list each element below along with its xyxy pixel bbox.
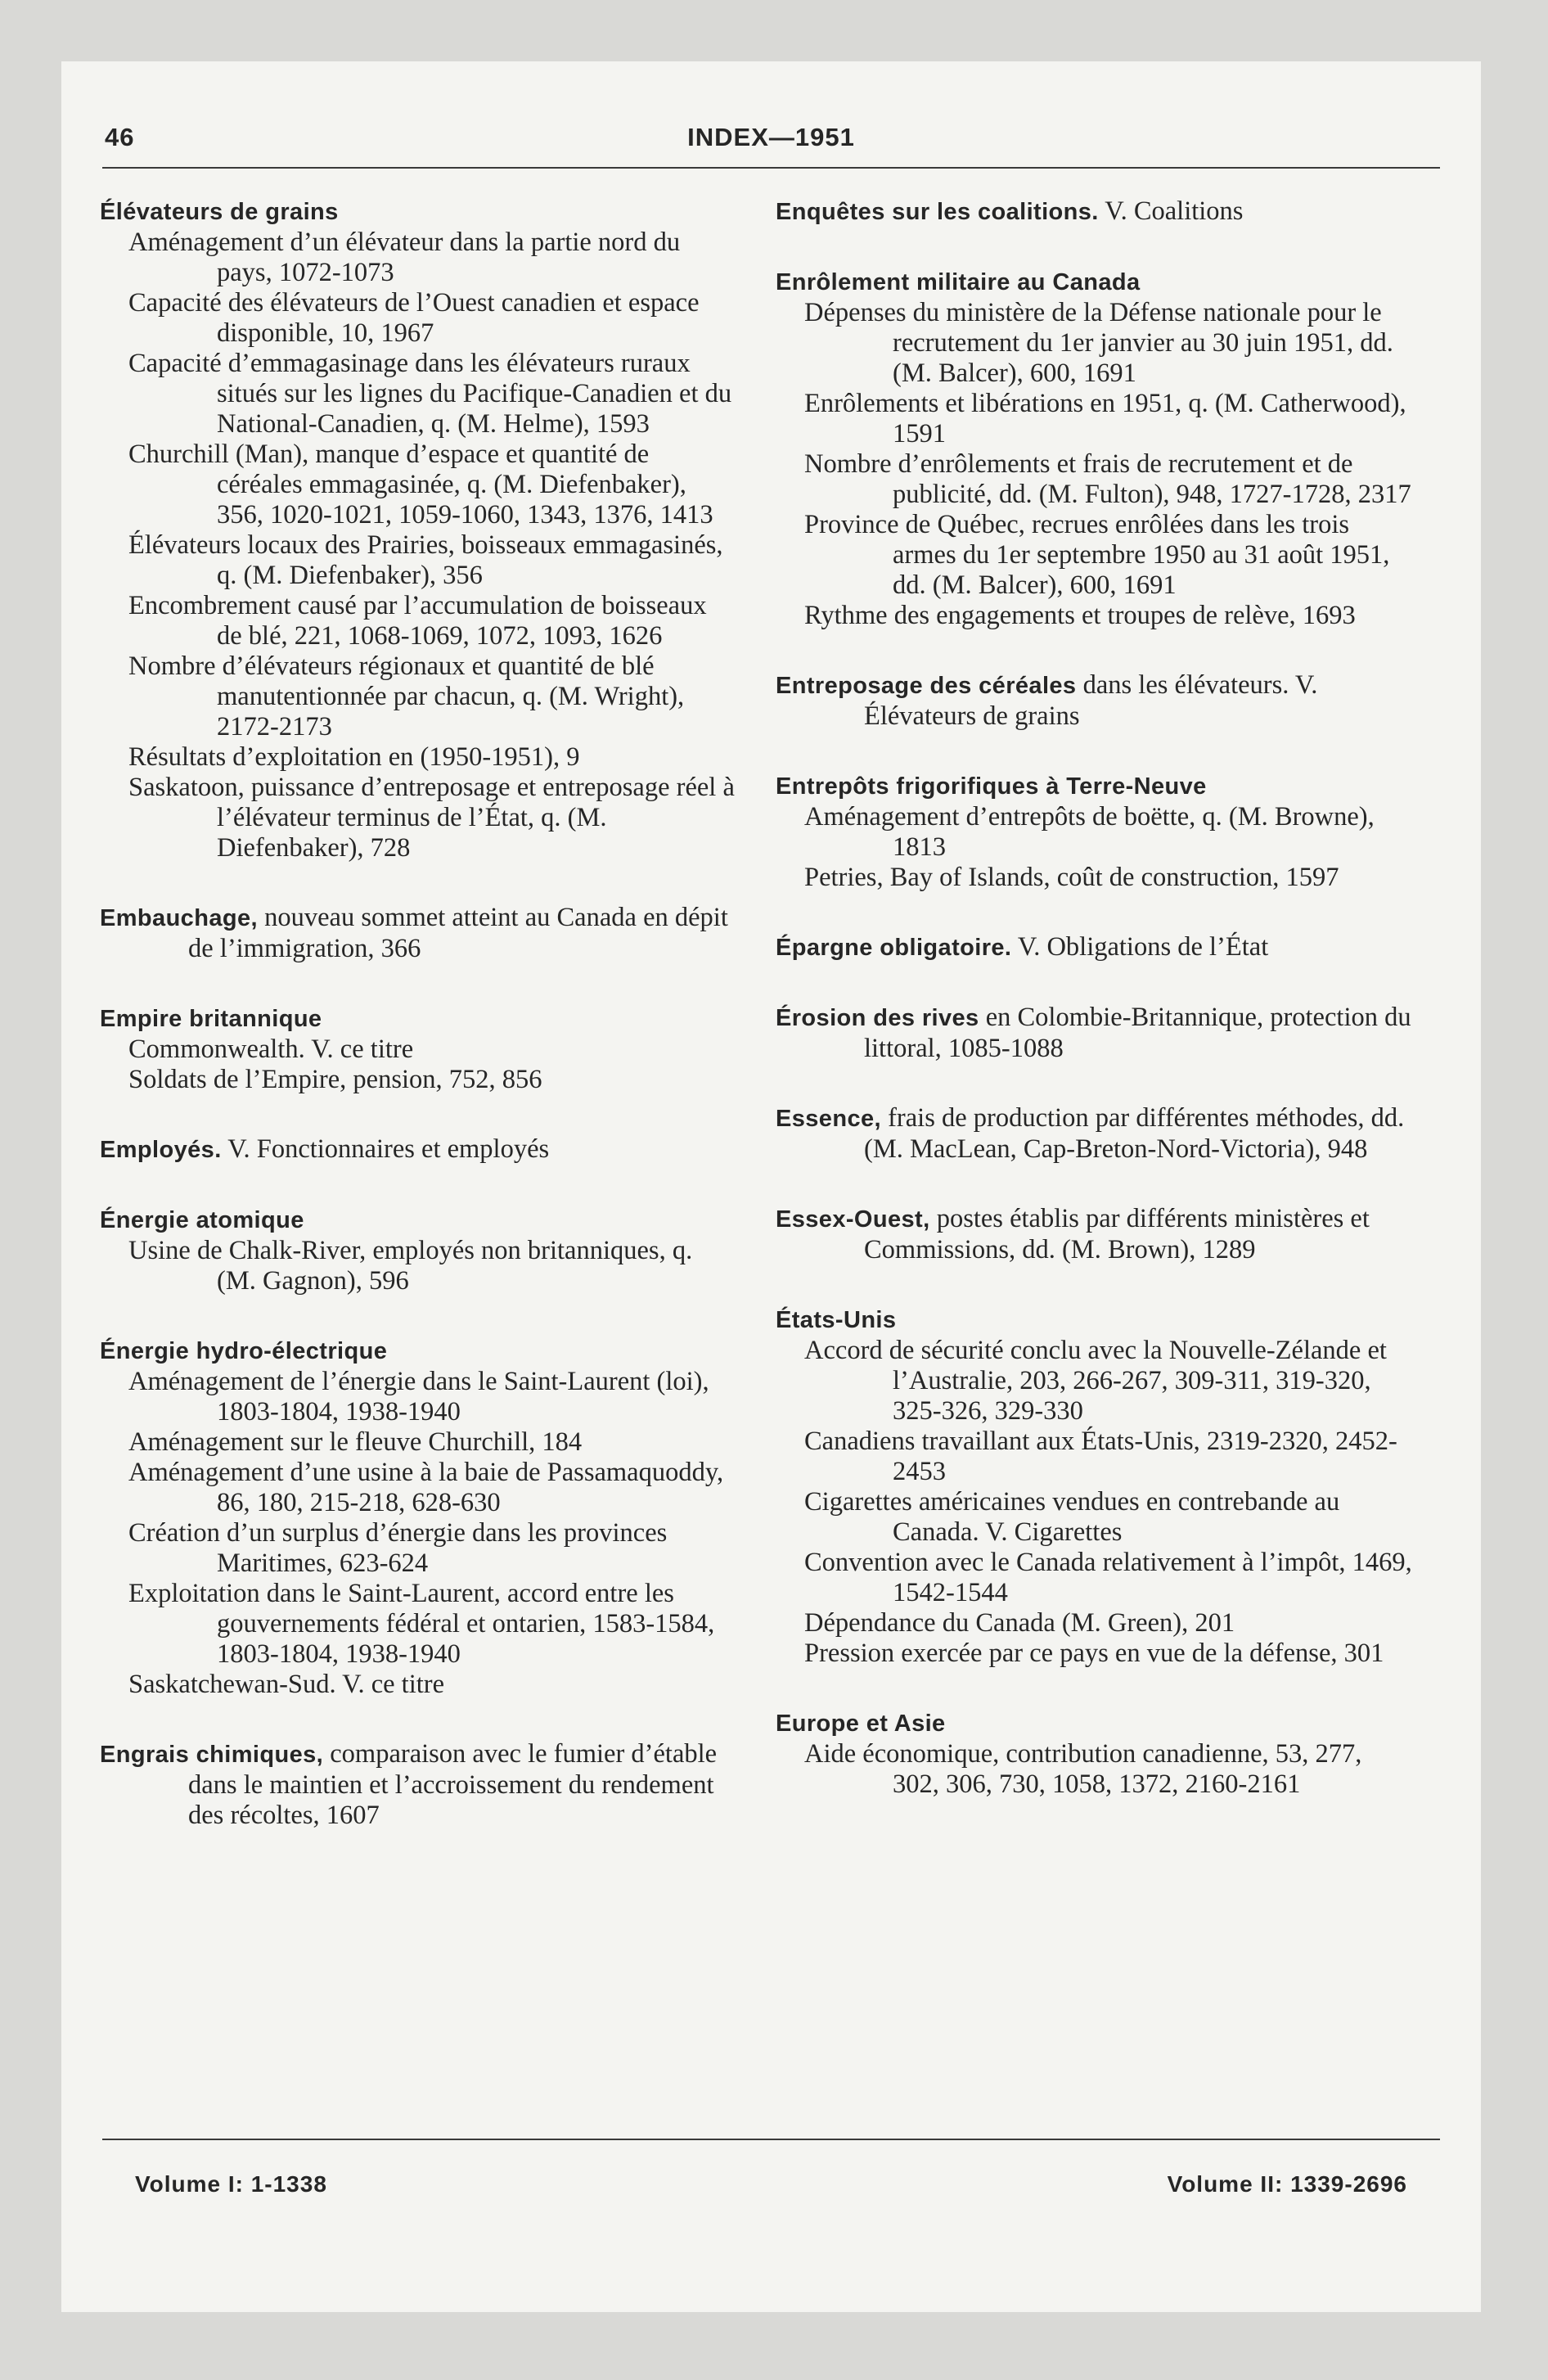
entry-subitem: Commonwealth. V. ce titre <box>128 1034 414 1064</box>
entry-subitem: Canadiens travaillant aux États-Unis, 2319-2320, 2452-2453 <box>804 1427 1397 1486</box>
entry-subitem: Churchill (Man), manque d’espace et quantité de céréales emmagasinée, q. (M. Diefenbaker), 356, 1020-1021, 1059-1060, 1343, 1376, 1413 <box>128 439 713 530</box>
entry-heading-line <box>100 1134 738 1165</box>
index-entry <box>776 1103 1414 1165</box>
entry-heading: Entrepôts frigorifiques à Terre-Neuve <box>776 773 1207 800</box>
entry-subitem: Encombrement causé par l’accumulation de boisseaux de blé, 221, 1068-1069, 1072, 1093, 1626 <box>128 591 707 651</box>
entry-subitem: Aménagement de l’énergie dans le Saint-Laurent (loi), 1803-1804, 1938-1940 <box>128 1367 709 1427</box>
entry-heading-text: en Colombie-Britannique, protection du littoral, 1085-1088 <box>864 1003 1411 1063</box>
entry-heading: Enquêtes sur les coalitions. <box>776 199 1099 225</box>
document-page <box>61 61 1481 2312</box>
entry-heading-line <box>776 670 1414 732</box>
index-entry <box>100 196 738 863</box>
entry-heading: États-Unis <box>776 1307 897 1333</box>
index-column-left <box>100 196 738 1870</box>
index-entry <box>100 1336 738 1700</box>
entry-subitem: Aménagement d’une usine à la baie de Passamaquoddy, 86, 180, 215-218, 628-630 <box>128 1458 724 1517</box>
entry-subitem: Usine de Chalk-River, employés non britanniques, q. (M. Gagnon), 596 <box>128 1236 693 1296</box>
entry-subitem: Dépendance du Canada (M. Green), 201 <box>804 1608 1235 1638</box>
entry-heading-line <box>100 903 738 964</box>
index-entry <box>776 267 1414 631</box>
index-entry <box>100 1134 738 1165</box>
index-column-right <box>776 196 1414 1839</box>
index-entry <box>776 1708 1414 1800</box>
footer-volume-1: Volume I: 1-1338 <box>135 2171 327 2197</box>
entry-subitem: Enrôlements et libérations en 1951, q. (M. Catherwood), 1591 <box>804 389 1406 449</box>
entry-heading: Engrais chimiques, <box>100 1742 324 1768</box>
entry-heading: Énergie hydro-électrique <box>100 1338 388 1364</box>
index-entry <box>776 1305 1414 1669</box>
entry-heading-line <box>776 1103 1414 1165</box>
entry-heading-line <box>100 1336 738 1367</box>
entry-subitem: Élévateurs locaux des Prairies, boisseaux emmagasinés, q. (M. Diefenbaker), 356 <box>128 530 723 590</box>
entry-heading-line <box>100 1739 738 1831</box>
entry-subitem: Nombre d’élévateurs régionaux et quantité de blé manutentionnée par chacun, q. (M. Wright), 2172-2173 <box>128 651 685 741</box>
entry-subitem: Accord de sécurité conclu avec la Nouvelle-Zélande et l’Australie, 203, 266-267, 309-311, 319-320, 325-326, 329-330 <box>804 1336 1387 1426</box>
entry-subitem: Aide économique, contribution canadienne, 53, 277, 302, 306, 730, 1058, 1372, 2160-2161 <box>804 1739 1362 1799</box>
entry-heading-text: frais de production par différentes méthodes, dd. (M. MacLean, Cap-Breton-Nord-Victoria), 948 <box>864 1103 1405 1164</box>
entry-subitem: Résultats d’exploitation en (1950-1951), 9 <box>128 742 580 772</box>
entry-heading-line <box>100 1003 738 1034</box>
entry-heading: Épargne obligatoire. <box>776 935 1012 961</box>
entry-subitem: Aménagement d’entrepôts de boëtte, q. (M. Browne), 1813 <box>804 802 1375 862</box>
entry-heading-text: dans les élévateurs. V. Élévateurs de grains <box>864 670 1318 731</box>
entry-heading-line <box>776 771 1414 802</box>
entry-heading-line <box>776 1003 1414 1064</box>
entry-heading-line <box>776 1305 1414 1336</box>
entry-subitem: Exploitation dans le Saint-Laurent, accord entre les gouvernements fédéral et ontarien, 1583-1584, 1803-1804, 1938-1940 <box>128 1579 715 1669</box>
entry-subitem: Rythme des engagements et troupes de relève, 1693 <box>804 601 1356 630</box>
entry-subitem: Pression exercée par ce pays en vue de la défense, 301 <box>804 1639 1384 1668</box>
entry-heading-text: postes établis par différents ministères et Commissions, dd. (M. Brown), 1289 <box>864 1204 1370 1264</box>
entry-subitem: Petries, Bay of Islands, coût de construction, 1597 <box>804 863 1339 892</box>
entry-heading: Érosion des rives <box>776 1005 979 1031</box>
index-entry <box>100 1003 738 1095</box>
entry-subitem: Création d’un surplus d’énergie dans les provinces Maritimes, 623-624 <box>128 1518 668 1578</box>
entry-heading-text: V. Fonctionnaires et employés <box>221 1134 550 1164</box>
index-entry <box>776 196 1414 228</box>
entry-heading: Enrôlement militaire au Canada <box>776 269 1141 295</box>
entry-heading-line <box>776 1708 1414 1739</box>
entry-subitem: Nombre d’enrôlements et frais de recrutement et de publicité, dd. (M. Fulton), 948, 1727-1728, 2317 <box>804 449 1411 509</box>
entry-heading: Empire britannique <box>100 1006 322 1032</box>
entry-subitem: Saskatoon, puissance d’entreposage et entreposage réel à l’élévateur terminus de l’État, q. (M. Diefenbaker), 728 <box>128 773 735 863</box>
index-entry <box>100 1205 738 1296</box>
footer-rule <box>102 2139 1440 2140</box>
entry-subitem: Cigarettes américaines vendues en contrebande au Canada. V. Cigarettes <box>804 1487 1340 1547</box>
entry-heading: Essence, <box>776 1106 881 1132</box>
entry-subitem: Province de Québec, recrues enrôlées dans les trois armes du 1er septembre 1950 au 31 août 1951, dd. (M. Balcer), 600, 1691 <box>804 510 1390 600</box>
entry-heading-line <box>100 196 738 228</box>
entry-heading-text: V. Coalitions <box>1098 196 1244 226</box>
entry-heading-line <box>776 932 1414 963</box>
index-entry <box>100 903 738 964</box>
entry-heading-line <box>100 1205 738 1236</box>
index-entry <box>100 1739 738 1831</box>
index-entry <box>776 1003 1414 1064</box>
entry-heading: Énergie atomique <box>100 1207 304 1233</box>
index-entry <box>776 932 1414 963</box>
index-entry <box>776 771 1414 893</box>
page-header <box>102 123 1440 172</box>
entry-heading: Essex-Ouest, <box>776 1206 930 1233</box>
entry-heading-line <box>776 196 1414 228</box>
entry-heading-text: nouveau sommet atteint au Canada en dépit de l’immigration, 366 <box>188 903 728 963</box>
entry-heading: Élévateurs de grains <box>100 199 339 225</box>
entry-heading-text: comparaison avec le fumier d’étable dans le maintien et l’accroissement du rendement des récoltes, 1607 <box>188 1739 718 1830</box>
index-entry <box>776 670 1414 732</box>
entry-subitem: Soldats de l’Empire, pension, 752, 856 <box>128 1065 542 1094</box>
entry-heading: Europe et Asie <box>776 1711 946 1737</box>
page-title: INDEX—1951 <box>687 123 855 151</box>
entry-subitem: Capacité des élévateurs de l’Ouest canadien et espace disponible, 10, 1967 <box>128 288 700 348</box>
entry-heading-text: V. Obligations de l’État <box>1011 932 1269 962</box>
footer-volume-2: Volume II: 1339-2696 <box>1167 2171 1407 2197</box>
entry-subitem: Convention avec le Canada relativement à l’impôt, 1469, 1542-1544 <box>804 1548 1412 1607</box>
entry-heading: Employés. <box>100 1137 222 1163</box>
entry-heading-line <box>776 267 1414 298</box>
entry-subitem: Capacité d’emmagasinage dans les élévateurs ruraux situés sur les lignes du Pacifique-Canadien et du National-Canadien, q. (M. Helme), 1593 <box>128 349 732 439</box>
entry-subitem: Dépenses du ministère de la Défense nationale pour le recrutement du 1er janvier au 30 juin 1951, dd. (M. Balcer), 600, 1691 <box>804 298 1393 388</box>
header-rule <box>102 167 1440 169</box>
entry-subitem: Aménagement d’un élévateur dans la partie nord du pays, 1072-1073 <box>128 228 681 287</box>
entry-heading: Embauchage, <box>100 905 258 931</box>
entry-subitem: Saskatchewan-Sud. V. ce titre <box>128 1670 445 1699</box>
entry-heading-line <box>776 1204 1414 1265</box>
entry-subitem: Aménagement sur le fleuve Churchill, 184 <box>128 1427 583 1457</box>
entry-heading: Entreposage des céréales <box>776 673 1077 699</box>
page-number: 46 <box>105 123 135 151</box>
index-entry <box>776 1204 1414 1265</box>
